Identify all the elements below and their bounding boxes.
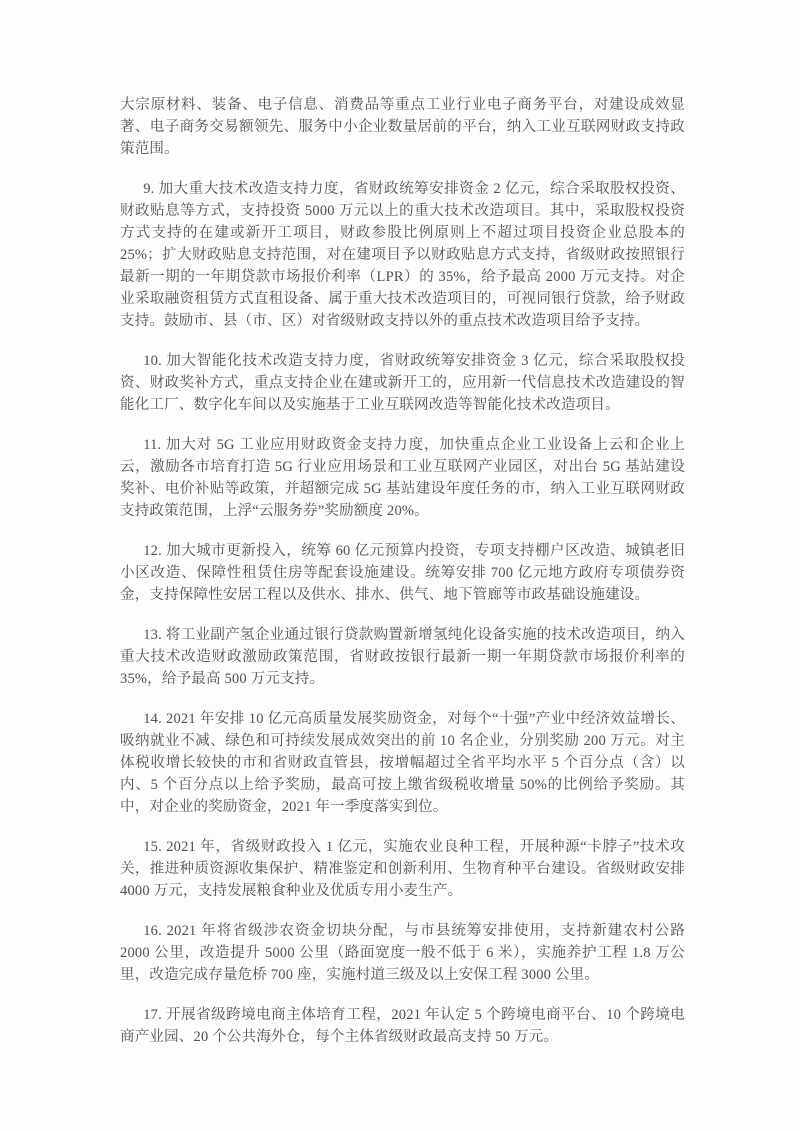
paragraph-item-15: 15. 2021 年，省级财政投入 1 亿元，实施农业良种工程，开展种源“卡脖子”技术攻关，推进种质资源收集保护、精准鉴定和创新利用、生物育种平台建设。省级财政安排 4000 万元，支持发展粮食种业及优质专用小麦生产。 xyxy=(120,839,685,899)
paragraph-item-12: 12. 加大城市更新投入，统筹 60 亿元预算内投资，专项支持棚户区改造、城镇老旧小区改造、保障性租赁住房等配套设施建设。统筹安排 700 亿元地方政府专项债券资金，支持保障性安居工程以及供水、排水、供气、地下管廊等市政基础设施建设。 xyxy=(120,543,685,603)
paragraph-item-17: 17. 开展省级跨境电商主体培育工程，2021 年认定 5 个跨境电商平台、10 个跨境电商产业园、20 个公共海外仓，每个主体省级财政最高支持 50 万元。 xyxy=(120,1007,685,1045)
document-body xyxy=(120,94,685,1066)
paragraph-item-14: 14. 2021 年安排 10 亿元高质量发展奖励资金，对每个“十强”产业中经济效益增长、吸纳就业不减、绿色和可持续发展成效突出的前 10 名企业，分别奖励 200 万元。对主体税收增长较快的市和省财政直管县，按增幅超过全省平均水平 5 个百分点（含）以内、5 个百分点以上给予奖励，最高可按上缴省级税收增量 50%的比例给予奖励。其中，对企业的奖励资金，2021 年一季度落实到位。 xyxy=(120,711,685,815)
paragraph-item-10: 10. 加大智能化技术改造支持力度，省财政统筹安排资金 3 亿元，综合采取股权投资、财政奖补方式，重点支持企业在建或新开工的，应用新一代信息技术改造建设的智能化工厂、数字化车间以及实施基于工业互联网改造等智能化技术改造项目。 xyxy=(120,353,685,413)
paragraph-item-13: 13. 将工业副产氢企业通过银行贷款购置新增氢纯化设备实施的技术改造项目，纳入重大技术改造财政激励政策范围，省财政按银行最新一期一年期贷款市场报价利率的 35%，给予最高 500 万元支持。 xyxy=(120,627,685,687)
paragraph-intro-continuation: 大宗原材料、装备、电子信息、消费品等重点工业行业电子商务平台，对建设成效显著、电子商务交易额领先、服务中小企业数量居前的平台，纳入工业互联网财政支持政策范围。 xyxy=(120,97,685,157)
paragraph-item-16: 16. 2021 年将省级涉农资金切块分配，与市县统筹安排使用，支持新建农村公路 2000 公里，改造提升 5000 公里（路面宽度一般不低于 6 米），实施养护工程 1.8 万公里，改造完成存量危桥 700 座，实施村道三级及以上安保工程 3000 公里。 xyxy=(120,923,685,983)
paragraph-item-11: 11. 加大对 5G 工业应用财政资金支持力度，加快重点企业工业设备上云和企业上云，激励各市培育打造 5G 行业应用场景和工业互联网产业园区，对出台 5G 基站建设奖补、电价补贴等政策，并超额完成 5G 基站建设年度任务的市，纳入工业互联网财政支持政策范围，上浮“云服务券”奖励额度 20%。 xyxy=(120,437,685,519)
paragraph-item-9: 9. 加大重大技术改造支持力度，省财政统筹安排资金 2 亿元，综合采取股权投资、财政贴息等方式，支持投资 5000 万元以上的重大技术改造项目。其中，采取股权投资方式支持的在建或新开工项目，财政参股比例原则上不超过项目投资企业总股本的 25%；扩大财政贴息支持范围，对在建项目予以财政贴息方式支持，省级财政按照银行最新一期的一年期贷款市场报价利率（LPR）的 35%，给予最高 2000 万元支持。对企业采取融资租赁方式直租设备、属于重大技术改造项目的，可视同银行贷款，给予财政支持。鼓励市、县（市、区）对省级财政支持以外的重点技术改造项目给予支持。 xyxy=(120,181,685,329)
